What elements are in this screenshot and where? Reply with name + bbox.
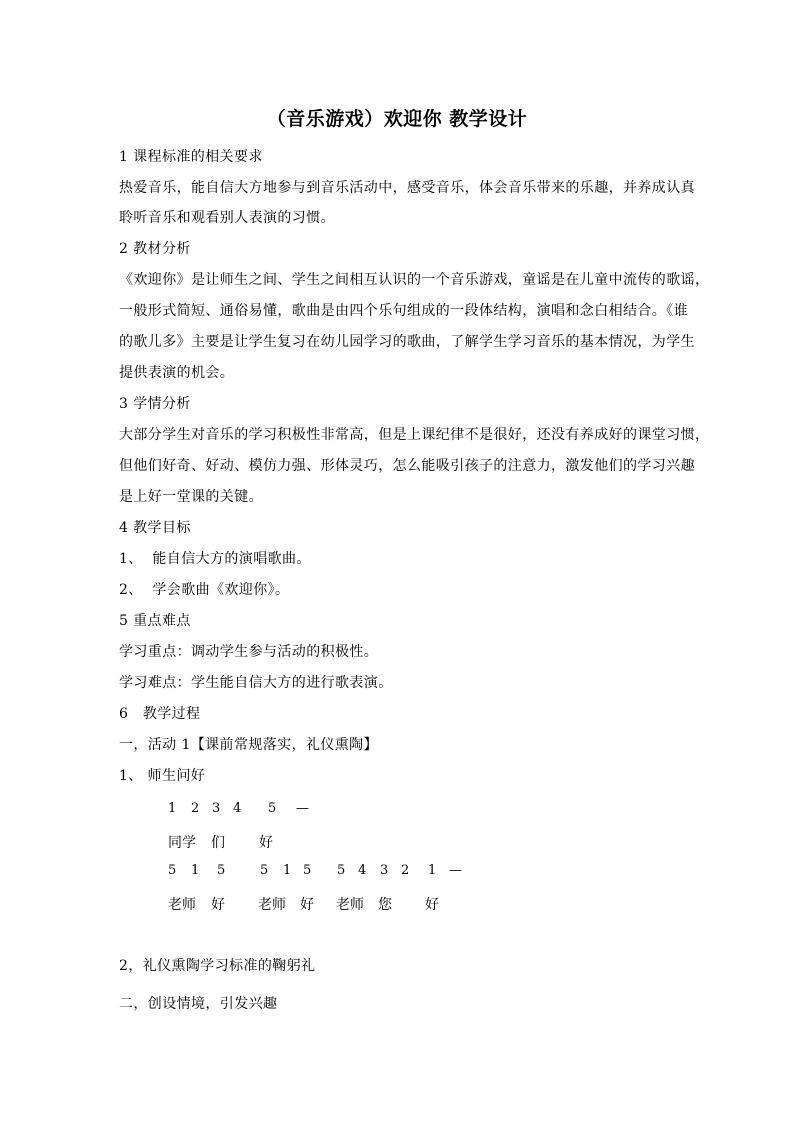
section-2-paragraph-line: 《欢迎你》是让师生之间、学生之间相互认识的一个音乐游戏，童谣是在儿童中流传的歌谣， [119,272,710,288]
notation-number: 5 [168,863,177,878]
notation-number: 5 [268,801,277,816]
notation-number: 5 [217,863,226,878]
notation-number: 3 [212,801,221,816]
lyric-text: 老师 [258,897,286,913]
lyric-text: 老师 [168,897,196,913]
notation-number: 4 [233,801,242,816]
difficult-point-line: 学习难点：学生能自信大方的进行歌表演。 [119,675,393,691]
notation-dash: — [296,801,309,816]
lyric-text: 老师 [336,897,364,913]
bow-item: 2，礼仪熏陶学习标准的鞠躬礼 [119,958,316,974]
notation-number: 1 [428,863,437,878]
notation-number: 5 [303,863,312,878]
section-1-paragraph-line: 聆听音乐和观看别人表演的习惯。 [119,210,335,226]
document-title: （音乐游戏）欢迎你 教学设计 [266,108,528,130]
notation-number: 4 [358,863,367,878]
lyric-text: 好 [211,897,225,913]
section-5-heading: 5 重点难点 [119,613,191,629]
section-3-heading: 3 学情分析 [119,396,191,412]
notation-number: 1 [191,863,200,878]
notation-dash: — [449,863,462,878]
part-2-heading: 二，创设情境，引发兴趣 [119,996,278,1012]
lyric-text: 同学 [168,835,196,851]
lyric-text: 您 [378,897,392,913]
key-point-line: 学习重点：调动学生参与活动的积极性。 [119,644,379,660]
section-2-paragraph-line: 的歌儿多》主要是让学生复习在幼儿园学习的歌曲，了解学生学习音乐的基本情况，为学生 [119,334,695,350]
lyric-text: 们 [211,835,225,851]
notation-number: 1 [283,863,292,878]
notation-number: 5 [337,863,346,878]
section-2-heading: 2 教材分析 [119,241,191,257]
lyric-text: 好 [300,897,314,913]
section-1-paragraph-line: 热爱音乐，能自信大方地参与到音乐活动中，感受音乐，体会音乐带来的乐趣，并养成认真 [119,180,695,196]
notation-number: 2 [191,801,200,816]
section-1-heading: 1 课程标准的相关要求 [119,149,263,165]
section-2-paragraph-line: 提供表演的机会。 [119,365,235,381]
section-3-paragraph-line: 大部分学生对音乐的学习积极性非常高，但是上课纪律不是很好，还没有养成好的课堂习惯， [119,427,710,443]
section-4-heading: 4 教学目标 [119,520,191,536]
greeting-item: 1、 师生问好 [119,768,206,784]
notation-number: 3 [380,863,389,878]
notation-number: 1 [168,801,177,816]
section-6-heading: 6 教学过程 [119,706,201,722]
notation-number: 5 [260,863,269,878]
activity-1-heading: 一，活动 1【课前常规落实，礼仪熏陶】 [119,737,378,753]
lyric-text: 好 [259,835,273,851]
section-3-paragraph-line: 但他们好奇、好动、模仿力强、形体灵巧，怎么能吸引孩子的注意力，激发他们的学习兴趣 [119,458,695,474]
objective-item: 1、 能自信大方的演唱歌曲。 [119,551,311,567]
lyric-text: 好 [425,897,439,913]
section-3-paragraph-line: 是上好一堂课的关键。 [119,489,263,505]
section-2-paragraph-line: 一般形式简短、通俗易懂，歌曲是由四个乐句组成的一段体结构，演唱和念白相结合。《谁 [119,303,688,319]
objective-item: 2、 学会歌曲《欢迎你》。 [119,582,290,598]
notation-number: 2 [401,863,410,878]
